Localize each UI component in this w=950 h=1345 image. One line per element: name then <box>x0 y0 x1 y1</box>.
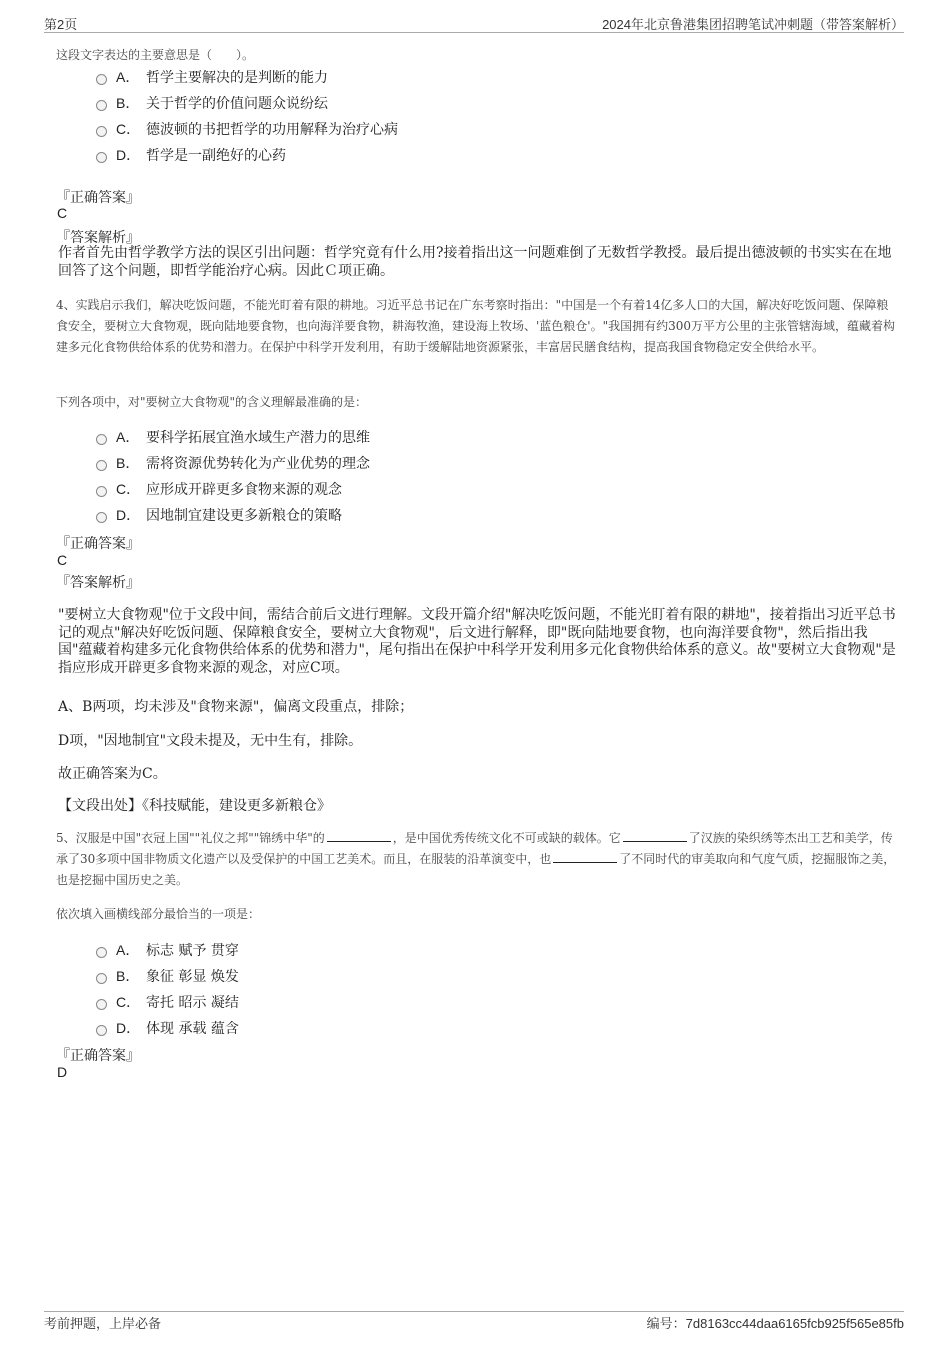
option-c[interactable] <box>96 992 239 1012</box>
option-text: 德波顿的书把哲学的功用解释为治疗心病 <box>146 122 398 138</box>
passage-text: 了不同时代的审美取向和气度气质，挖掘服饰之美，也是挖掘中国历史之美。 <box>56 852 896 887</box>
analysis-text: 作者首先由哲学教学方法的误区引出问题：哲学究竟有什么用?接着指出这一问题难倒了无数哲学教授。最后提出德波顿的书实实在在地回答了这个问题，即哲学能治疗心病。因此Ｃ项正确。 <box>58 245 892 279</box>
option-text: 体现 承载 蕴含 <box>146 1021 239 1037</box>
question-stem: 这段文字表达的主要意思是（ ）。 <box>56 48 255 62</box>
fill-blank-1 <box>327 831 391 842</box>
option-b[interactable] <box>96 93 328 113</box>
option-text: 需将资源优势转化为产业优势的理念 <box>146 456 370 472</box>
option-letter: C． <box>116 481 141 497</box>
option-letter: C． <box>116 994 141 1010</box>
option-text: 标志 赋予 贯穿 <box>146 943 239 959</box>
radio-icon[interactable] <box>96 460 107 471</box>
radio-icon[interactable] <box>96 486 107 497</box>
radio-icon[interactable] <box>96 999 107 1010</box>
option-d[interactable] <box>96 1018 239 1038</box>
option-a[interactable] <box>96 940 239 960</box>
radio-icon[interactable] <box>96 126 107 137</box>
option-letter: A． <box>116 69 140 85</box>
option-text: 哲学是一副绝好的心药 <box>146 148 286 164</box>
analysis-text: "要树立大食物观"位于文段中间，需结合前后文进行理解。文段开篇介绍"解决吃饭问题，不能光盯着有限的耕地"，接着指出习近平总书记的观点"解决好吃饭问题、保障粮食安全，要树立大食物观"，后文进行解释，即"既向陆地要食物，也向海洋要食物"，然后指出我国"蕴藏着构建多元化食物供给体系的优势和潜力"，尾句指出在保护中科学开发利用多元化食物供给体系的意义。故"要树立大食物观"是指应形成开辟更多食物来源的观念，对应C项。 <box>58 607 896 676</box>
analysis-label: 『答案解析』 <box>56 575 140 591</box>
option-b[interactable] <box>96 453 370 473</box>
answer-label: 『正确答案』 <box>56 1048 140 1064</box>
footer-divider <box>44 1311 904 1312</box>
option-text: 要科学拓展宜渔水域生产潜力的思维 <box>146 430 370 446</box>
answer-label: 『正确答案』 <box>56 536 140 552</box>
question-passage <box>56 828 896 891</box>
answer-label: 『正确答案』 <box>56 190 140 206</box>
option-letter: C． <box>116 121 141 137</box>
passage-text: 了汉族的染织绣等杰出工艺和美学，传承了30多项中国非物质文化遗产以及受保护的中国工艺美术。而且，在服装的沿革演变中，也 <box>56 831 893 866</box>
option-a[interactable] <box>96 427 370 447</box>
option-letter: D． <box>116 1020 141 1036</box>
header-divider <box>44 32 904 33</box>
option-text: 应形成开辟更多食物来源的观念 <box>146 482 342 498</box>
radio-icon[interactable] <box>96 434 107 445</box>
radio-icon[interactable] <box>96 512 107 523</box>
page-number: 第2页 <box>44 17 78 32</box>
analysis-conclusion: 故正确答案为C。 <box>58 766 167 782</box>
passage-text: ，是中国优秀传统文化不可或缺的载体。它 <box>392 831 621 845</box>
option-text: 因地制宜建设更多新粮仓的策略 <box>146 508 342 524</box>
question-stem: 下列各项中，对"要树立大食物观"的含义理解最准确的是： <box>56 395 368 409</box>
answer-value: C <box>57 552 68 568</box>
passage-text: 5、汉服是中国"衣冠上国""礼仪之邦""锦绣中华"的 <box>56 831 325 845</box>
option-text: 象征 彰显 焕发 <box>146 969 239 985</box>
option-text: 关于哲学的价值问题众说纷纭 <box>146 96 328 112</box>
radio-icon[interactable] <box>96 973 107 984</box>
option-letter: B． <box>116 95 140 111</box>
option-text: 寄托 昭示 凝结 <box>146 995 239 1011</box>
analysis-label: 『答案解析』 <box>56 230 140 246</box>
option-letter: D． <box>116 147 141 163</box>
option-letter: A． <box>116 429 140 445</box>
option-letter: A． <box>116 942 140 958</box>
radio-icon[interactable] <box>96 100 107 111</box>
document-title: 2024年北京鲁港集团招聘笔试冲刺题（带答案解析） <box>602 17 904 32</box>
passage-source: 【文段出处】《科技赋能，建设更多新粮仓》 <box>58 798 331 814</box>
option-d[interactable] <box>96 145 286 165</box>
option-letter: D． <box>116 507 141 523</box>
answer-value: D <box>57 1064 68 1080</box>
radio-icon[interactable] <box>96 947 107 958</box>
option-letter: B． <box>116 455 140 471</box>
option-text: 哲学主要解决的是判断的能力 <box>146 70 328 86</box>
fill-blank-2 <box>623 831 687 842</box>
radio-icon[interactable] <box>96 152 107 163</box>
analysis-ab: A、B两项，均未涉及"食物来源"，偏离文段重点，排除； <box>58 699 414 715</box>
option-d[interactable] <box>96 505 342 525</box>
footer-slogan: 考前押题，上岸必备 <box>44 1316 162 1331</box>
question-passage: 4、实践启示我们，解决吃饭问题，不能光盯着有限的耕地。习近平总书记在广东考察时指出："中国是一个有着14亿多人口的大国，解决好吃饭问题、保障粮食安全，要树立大食物观，既向陆地要食物，也向海洋要食物，耕海牧渔，建设海上牧场、'蓝色粮仓'。"我国拥有约300万平方公里的主张管辖海域，蕴藏着构建多元化食物供给体系的优势和潜力。在保护中科学开发利用，有助于缓解陆地资源紧张，丰富居民膳食结构，提高我国食物稳定安全供给水平。 <box>56 298 896 354</box>
option-b[interactable] <box>96 966 239 986</box>
option-c[interactable] <box>96 119 398 139</box>
option-c[interactable] <box>96 479 342 499</box>
question-stem: 依次填入画横线部分最恰当的一项是： <box>56 907 261 921</box>
fill-blank-3 <box>553 852 617 863</box>
option-a[interactable] <box>96 67 328 87</box>
answer-value: C <box>57 205 68 221</box>
option-letter: B． <box>116 968 140 984</box>
radio-icon[interactable] <box>96 1025 107 1036</box>
analysis-d: D项，"因地制宜"文段未提及，无中生有，排除。 <box>58 733 363 749</box>
document-id: 编号：7d8163cc44daa6165fcb925f565e85fb <box>646 1316 904 1331</box>
radio-icon[interactable] <box>96 74 107 85</box>
